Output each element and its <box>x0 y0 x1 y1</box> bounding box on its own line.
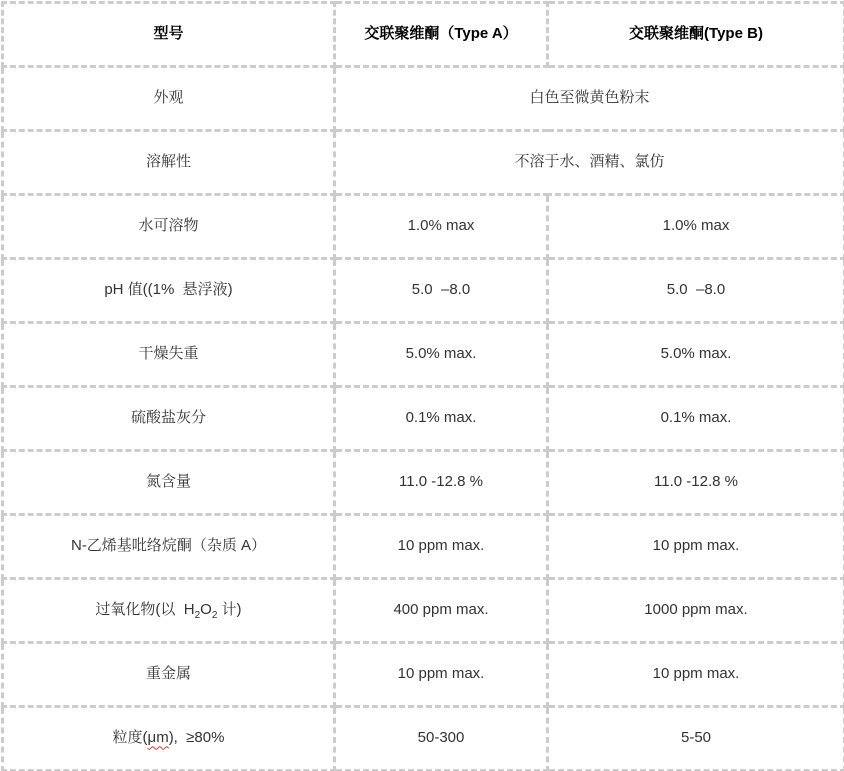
peroxide-label-post: 计) <box>217 601 242 619</box>
row-label-particle-size <box>3 707 335 771</box>
row-value-type-b: 5-50 <box>548 707 844 771</box>
row-value-type-a: 11.0 -12.8 % <box>335 451 548 515</box>
row-value-type-a: 400 ppm max. <box>335 579 548 643</box>
row-value-type-b: 10 ppm max. <box>548 515 844 579</box>
row-label-ph: pH 值((1% 悬浮液) <box>3 259 335 323</box>
table-row-ph <box>3 259 844 323</box>
header-type-b: 交联聚维酮(Type B) <box>548 3 844 67</box>
peroxide-sub-1: 2 <box>194 610 201 622</box>
row-value-type-b: 5.0% max. <box>548 323 844 387</box>
particle-label-spellcheck: μm <box>147 729 169 747</box>
table-row-sulfated-ash <box>3 387 844 451</box>
table-row-solubility <box>3 131 844 195</box>
table-row-heavy-metals <box>3 643 844 707</box>
peroxide-label-mid: O <box>200 601 212 619</box>
table-row-appearance <box>3 67 844 131</box>
row-value-type-b: 5.0 –8.0 <box>548 259 844 323</box>
header-type-a: 交联聚维酮（Type A） <box>335 3 548 67</box>
particle-label-pre: 粒度( <box>112 729 148 747</box>
row-label-peroxides <box>3 579 335 643</box>
spec-table <box>1 1 844 771</box>
row-label-appearance: 外观 <box>3 67 335 131</box>
row-value-type-a: 10 ppm max. <box>335 643 548 707</box>
row-label-solubility: 溶解性 <box>3 131 335 195</box>
table-row-vinylpyrrolidone <box>3 515 844 579</box>
row-value-type-a: 5.0% max. <box>335 323 548 387</box>
table-header-row <box>3 3 844 67</box>
row-value-type-a: 0.1% max. <box>335 387 548 451</box>
particle-label-post: ), ≥80% <box>168 729 225 747</box>
table-row-water-solubles <box>3 195 844 259</box>
table-row-peroxides <box>3 579 844 643</box>
row-label-loss-on-drying: 干燥失重 <box>3 323 335 387</box>
row-label-vinylpyrrolidone: N-乙烯基吡络烷酮（杂质 A） <box>3 515 335 579</box>
row-value-type-b: 1000 ppm max. <box>548 579 844 643</box>
peroxide-sub-2: 2 <box>211 610 218 622</box>
row-value-type-b: 10 ppm max. <box>548 643 844 707</box>
row-value-type-b: 1.0% max <box>548 195 844 259</box>
table-row-nitrogen-content <box>3 451 844 515</box>
row-value-type-b: 11.0 -12.8 % <box>548 451 844 515</box>
row-label-sulfated-ash: 硫酸盐灰分 <box>3 387 335 451</box>
row-value-type-a: 50-300 <box>335 707 548 771</box>
table-row-particle-size <box>3 707 844 771</box>
row-label-nitrogen-content: 氮含量 <box>3 451 335 515</box>
table-row-loss-on-drying <box>3 323 844 387</box>
row-value-type-a: 10 ppm max. <box>335 515 548 579</box>
row-label-water-solubles: 水可溶物 <box>3 195 335 259</box>
row-value-type-a: 1.0% max <box>335 195 548 259</box>
peroxide-label-pre: 过氧化物(以 H <box>95 601 195 619</box>
row-label-heavy-metals: 重金属 <box>3 643 335 707</box>
row-value-type-a: 5.0 –8.0 <box>335 259 548 323</box>
row-value-appearance: 白色至微黄色粉末 <box>335 67 844 131</box>
header-model: 型号 <box>3 3 335 67</box>
row-value-type-b: 0.1% max. <box>548 387 844 451</box>
row-value-solubility: 不溶于水、酒精、氯仿 <box>335 131 844 195</box>
